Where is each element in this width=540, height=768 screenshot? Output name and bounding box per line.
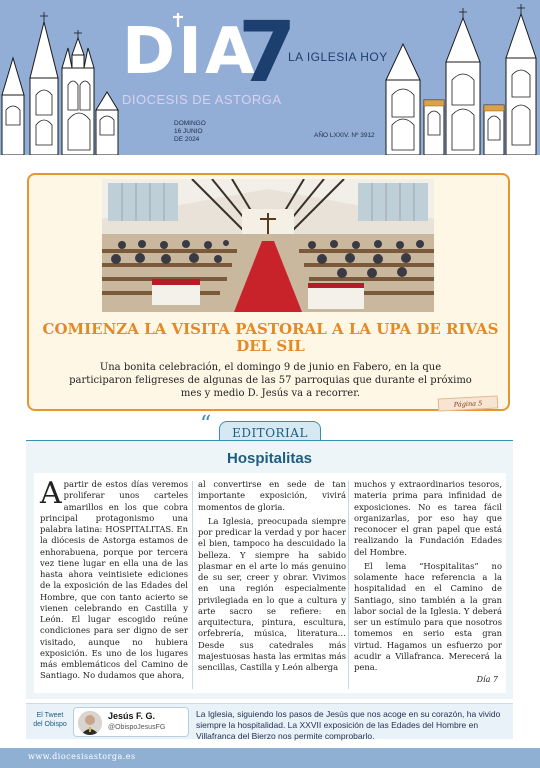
paragraph-text: partir de estos días veremos proliferar unos carteles amarillos en los que cobra principal protagonismo una palabra latina: HOSPITALITAS. En la diócesis de Astorga estamos de enhorabuena, porque por tercera vez tiene lugar en ella una de las hasta ahora veintisiete ediciones de la exposición de las Edades del Hombre, que con tanto acierto se vienen celebrando en Castilla y León. El lugar escogido reúne condiciones para ser digno de ser visitado, aunque no hubiera exposición. Es uno de los lugares más emblemáticos del Camino de Santiago. No dudamos que ahora, bbox=[40, 479, 188, 681]
quote-icon: “ bbox=[200, 412, 212, 437]
column-divider bbox=[348, 481, 349, 689]
editorial-title: Hospitalitas bbox=[226, 450, 313, 467]
editorial-section bbox=[26, 441, 513, 699]
tagline: LA IGLESIA HOY bbox=[288, 50, 388, 64]
tweet-label-line: El Tweet bbox=[36, 712, 64, 719]
tweet-section-label bbox=[30, 711, 70, 729]
editorial-body bbox=[34, 473, 506, 693]
editorial-column-2 bbox=[198, 479, 346, 676]
editorial-paragraph: al convertirse en sede de tan importante exposición, vivirá momentos de gloria. bbox=[198, 479, 346, 512]
bishop-tweet bbox=[26, 703, 513, 739]
tweet-label-line: del Obispo bbox=[33, 721, 67, 728]
editorial-column-3 bbox=[354, 479, 502, 676]
section-label: EDITORIAL bbox=[219, 421, 321, 443]
date-line: 16 JUNIO bbox=[174, 128, 203, 135]
issue-number: AÑO LXXIV. Nº 3912 bbox=[314, 132, 375, 139]
feature-headline: COMIENZA LA VISITA PASTORAL A LA UPA DE RIVAS DEL SIL bbox=[42, 320, 499, 355]
editorial-paragraph: La Iglesia, preocupada siempre por predicar la verdad y por hacer el bien, tampoco ha descuidado la belleza. Y siempre ha sabido plasmar en el arte lo más genuino de su ser, creer y obrar. Vivimos en una región especialmente privilegiada en lo que a cultura y arte sacro se refiere: en arquitectura, pintura, escultura, orfebrería, música, literatura… Desde sus catedrales más majestuosas hasta las ermitas más sencillas, Castilla y León alberga bbox=[198, 515, 346, 672]
tweet-author-card[interactable] bbox=[73, 707, 189, 737]
brand-logo-number: 7 bbox=[238, 3, 297, 101]
date-line: DOMINGO bbox=[174, 120, 206, 127]
tweet-text: La Iglesia, siguiendo los pasos de Jesús que nos acoge en su corazón, ha vivido siempre la hospitalidad. La XXVII exposición de las Edades del Hombre en Villafranca del Bierzo nos permite comprobarlo. bbox=[196, 709, 501, 741]
feature-box bbox=[27, 173, 510, 411]
editorial-paragraph: muchos y extraordinarios tesoros, materia prima para infinidad de exposiciones. No es tarea fácil organizarlas, por eso hay que reconocer el gran papel que está realizando la Fundación Edades del Hombre. bbox=[354, 479, 502, 557]
masthead bbox=[0, 0, 540, 155]
issue-date bbox=[174, 120, 206, 144]
cathedral-skyline-right-icon bbox=[386, 14, 536, 155]
editorial-signature: Día 7 bbox=[476, 675, 498, 684]
page-reference-tag[interactable]: Página 5 bbox=[438, 395, 499, 411]
footer-bar bbox=[0, 748, 540, 768]
editorial-column-1 bbox=[40, 476, 188, 685]
diocese-name: DIOCESIS DE ASTORGA bbox=[122, 92, 282, 107]
website-link[interactable]: www.diocesisastorga.es bbox=[28, 752, 136, 761]
feature-subtitle: Una bonita celebración, el domingo 9 de junio en Fabero, en la que participaron feligreses de algunas de las 57 parroquias que durante el próximo mes y medio D. Jesús va a recorrer. bbox=[69, 362, 472, 399]
brand-logo-text: DIA bbox=[122, 15, 258, 89]
date-line: DE 2024 bbox=[174, 136, 200, 143]
tweet-author-name: Jesús F. G. bbox=[108, 711, 156, 721]
bishop-avatar bbox=[78, 711, 102, 735]
editorial-paragraph: El lema “Hospitalitas” no solamente hace referencia a la hospitalidad en el Camino de Santiago, sino también a la gran labor social de la Iglesia. Y deberá ser un estímulo para que nosotros tomemos en serio esta gran virtud. Hagamos un esfuerzo por acudir a Villafranca. Merecerá la pena. bbox=[354, 560, 502, 672]
drop-cap: A bbox=[40, 476, 62, 511]
editorial-paragraph bbox=[40, 476, 188, 682]
column-divider bbox=[192, 481, 193, 689]
church-interior-photo[interactable] bbox=[102, 179, 434, 312]
tweet-author-handle[interactable]: @ObispoJesusFG bbox=[108, 724, 166, 731]
